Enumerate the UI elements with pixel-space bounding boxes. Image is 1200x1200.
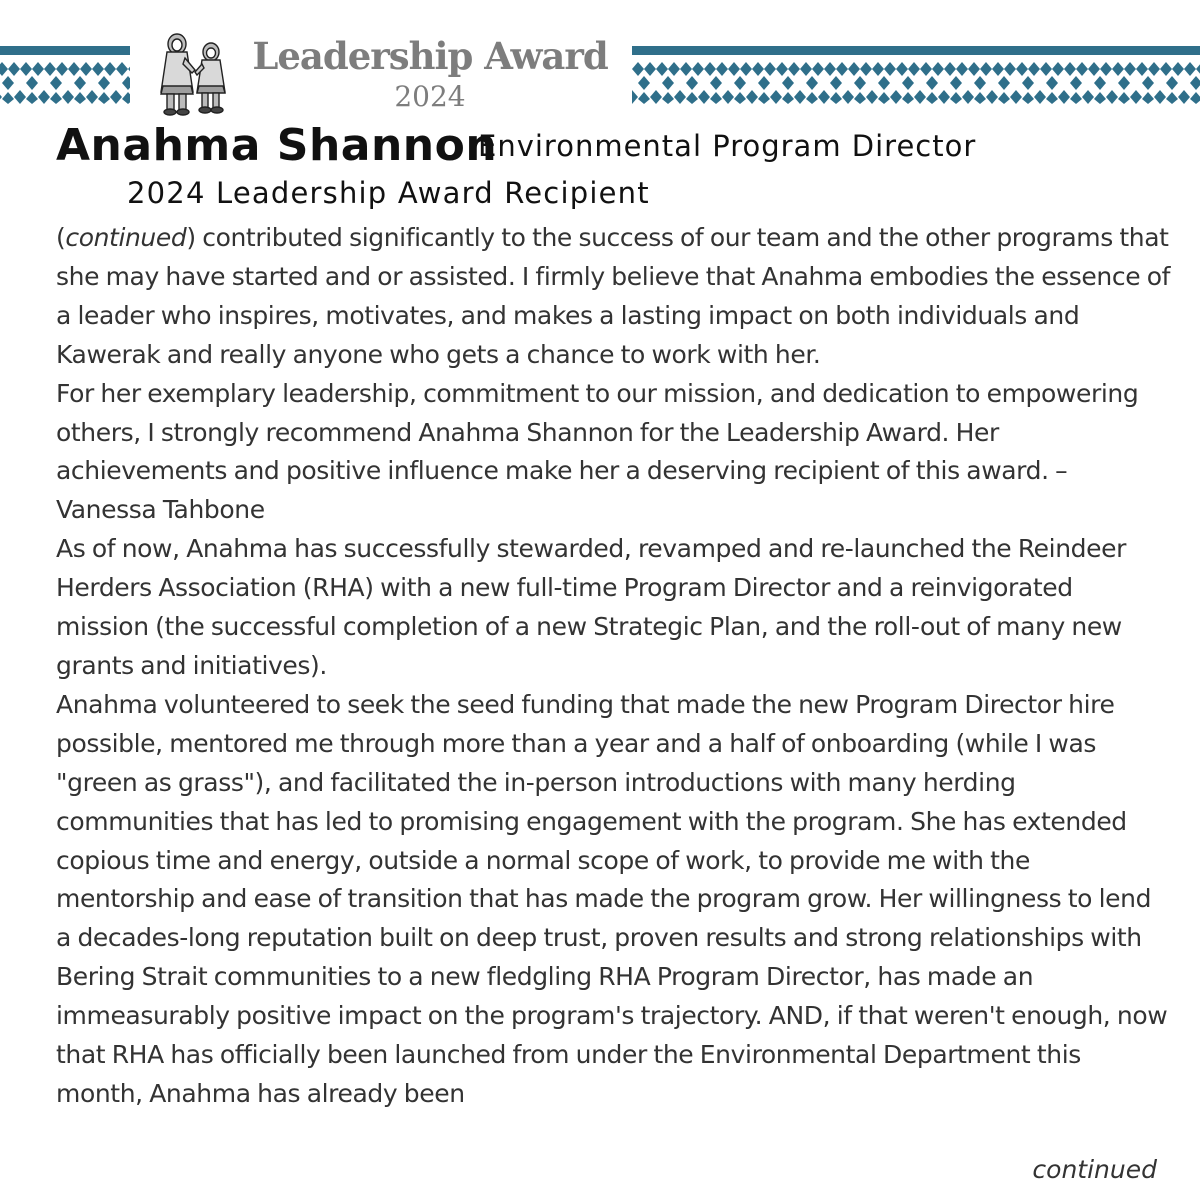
paragraph-1	[56, 219, 1171, 375]
continued-label: continued	[1032, 1155, 1157, 1184]
parka-figures-illustration	[157, 30, 235, 116]
award-title: Leadership Award	[252, 34, 608, 78]
continued-italic: continued	[65, 223, 187, 252]
recipient-position: Environmental Program Director	[478, 129, 977, 163]
decorative-band-right	[632, 44, 1200, 104]
paragraph-4: Anahma volunteered to seek the seed funding that made the new Program Director hire possible, mentored me through more than a year and a half of onboarding (while I was "green as grass"), and facilitated the in-person introductions with many herding communities that has led to promising engagement with the program. She has extended copious time and energy, outside a normal scope of work, to provide me with the mentorship and ease of transition that has made the program grow. Her willingness to lend a decades-long reputation built on deep trust, proven results and strong relationships with Bering Strait communities to a new fledgling RHA Program Director, has made an immeasurably positive impact on the program's trajectory. AND, if that weren't enough, now that RHA has officially been launched from under the Environmental Department this month, Anahma has already been	[56, 689, 1168, 1108]
recipient-subtitle: 2024 Leadership Award Recipient	[127, 176, 650, 210]
paragraph-1-prefix: (	[56, 223, 66, 252]
decorative-band-left	[0, 44, 130, 104]
award-year: 2024	[394, 80, 466, 113]
paragraph-3: As of now, Anahma has successfully stewarded, revamped and re-launched the Reindeer Herders Association (RHA) with a new full-time Program Director and a reinvigorated mission (the successful completion of a new Strategic Plan, and the roll-out of many new grants and initiatives).	[56, 534, 1126, 680]
paragraph-1-text: ) contributed significantly to the success of our team and the other programs that she may have started and or assisted. I firmly believe that Anahma embodies the essence of a leader who inspires, motivates, and makes a lasting impact on both individuals and Kawerak and really anyone who gets a chance to work with her.	[56, 223, 1171, 369]
recipient-name: Anahma Shannon	[56, 120, 498, 171]
nomination-body	[56, 219, 1171, 1114]
paragraph-2: For her exemplary leadership, commitment to our mission, and dedication to empowering others, I strongly recommend Anahma Shannon for the Leadership Award. Her achievements and positive influence make her a deserving recipient of this award. – Vanessa Tahbone	[56, 378, 1139, 525]
